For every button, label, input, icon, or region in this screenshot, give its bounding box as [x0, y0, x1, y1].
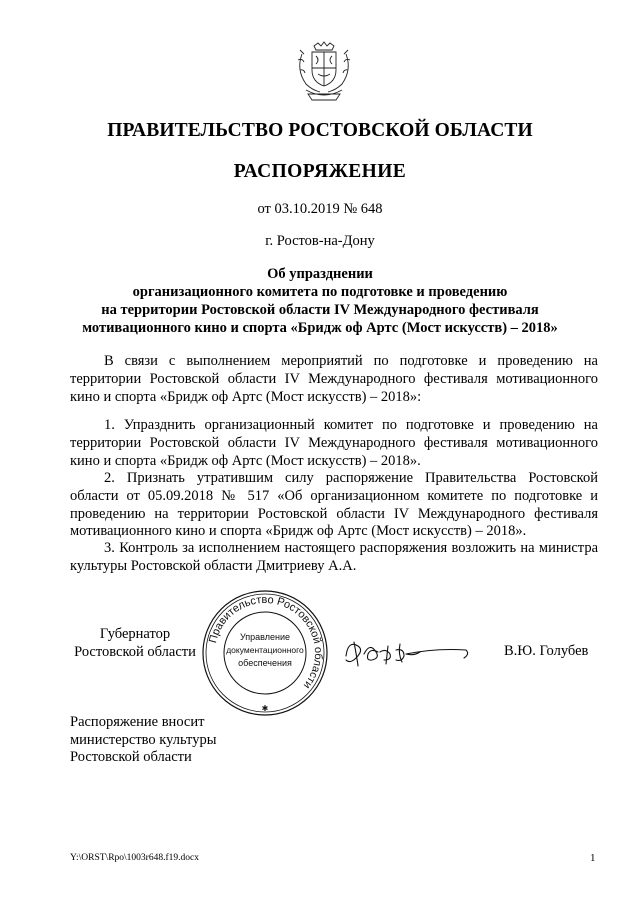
submitted-by-line: Ростовской области — [70, 749, 192, 765]
order-item-2 — [70, 470, 598, 541]
document-type-heading: РАСПОРЯЖЕНИЕ — [233, 161, 407, 182]
page-number: 1 — [590, 852, 596, 864]
subject-line: мотивационного кино и спорта «Бридж оф Артс (Мост искусств) – 2018» — [82, 320, 558, 336]
submitted-by-line: министерство культуры — [70, 731, 217, 748]
government-title: ПРАВИТЕЛЬСТВО РОСТОВСКОЙ ОБЛАСТИ — [107, 120, 533, 141]
order-item-text: 1. Упразднить организационный комитет по подготовке и проведению на территории Ростовской области IV Международного фестиваля мотивационного кино и спорта «Бридж оф Артс (Мост искусств) – 2018». — [70, 417, 598, 469]
stamp-inner-text: документационного — [226, 645, 304, 655]
svg-text:Правительство Ростовской облас — [207, 594, 324, 691]
submitted-by-note — [70, 714, 216, 767]
svg-text:✱: ✱ — [261, 704, 269, 713]
order-item-1 — [70, 417, 598, 470]
intro-paragraph — [70, 353, 598, 406]
stamp-inner-text: обеспечения — [238, 658, 292, 668]
document-subject — [0, 265, 640, 337]
stamp-inner-text: Управление — [239, 632, 291, 642]
signatory-title-line: Ростовской области — [74, 644, 196, 660]
subject-line: на территории Ростовской области IV Международного фестиваля — [101, 302, 539, 318]
subject-line: Об упразднении — [267, 266, 373, 282]
order-item-text: 2. Признать утратившим силу распоряжение Правительства Ростовской области от 05.09.2018 № 517 «Об организационном комитете по подготовке и проведению на территории Ростовской области IV Международного фестиваля мотивационного кино и спорта «Бридж оф Артс (Мост искусств) – 2018». — [70, 470, 598, 540]
handwritten-signature-icon — [340, 630, 470, 675]
order-item-3 — [70, 540, 598, 576]
signatory-name: В.Ю. Голубев — [504, 643, 589, 659]
signatory-title-line: Губернатор — [99, 626, 171, 642]
submitted-by-line: Распоряжение вносит — [70, 714, 205, 730]
signatory-title — [70, 625, 200, 661]
file-path: Y:\ORST\Rpo\1003r648.f19.docx — [70, 853, 199, 863]
stamp-outer-text: Правительство Ростовской области — [207, 593, 325, 691]
subject-line: организационного комитета по подготовке и проведению — [132, 284, 508, 300]
intro-text: В связи с выполнением мероприятий по подготовке и проведению на территории Ростовской области IV Международного фестиваля мотивационного кино и спорта «Бридж оф Артс (Мост искусств) – 2018»: — [70, 353, 598, 405]
order-item-text: 3. Контроль за исполнением настоящего распоряжения возложить на министра культуры Ростовской области Дмитриеву А.А. — [70, 540, 598, 574]
official-round-stamp-icon — [200, 588, 330, 718]
rostov-oblast-coat-of-arms-icon — [292, 40, 356, 104]
document-number-date: от 03.10.2019 № 648 — [257, 201, 383, 217]
document-city: г. Ростов-на-Дону — [265, 233, 375, 249]
